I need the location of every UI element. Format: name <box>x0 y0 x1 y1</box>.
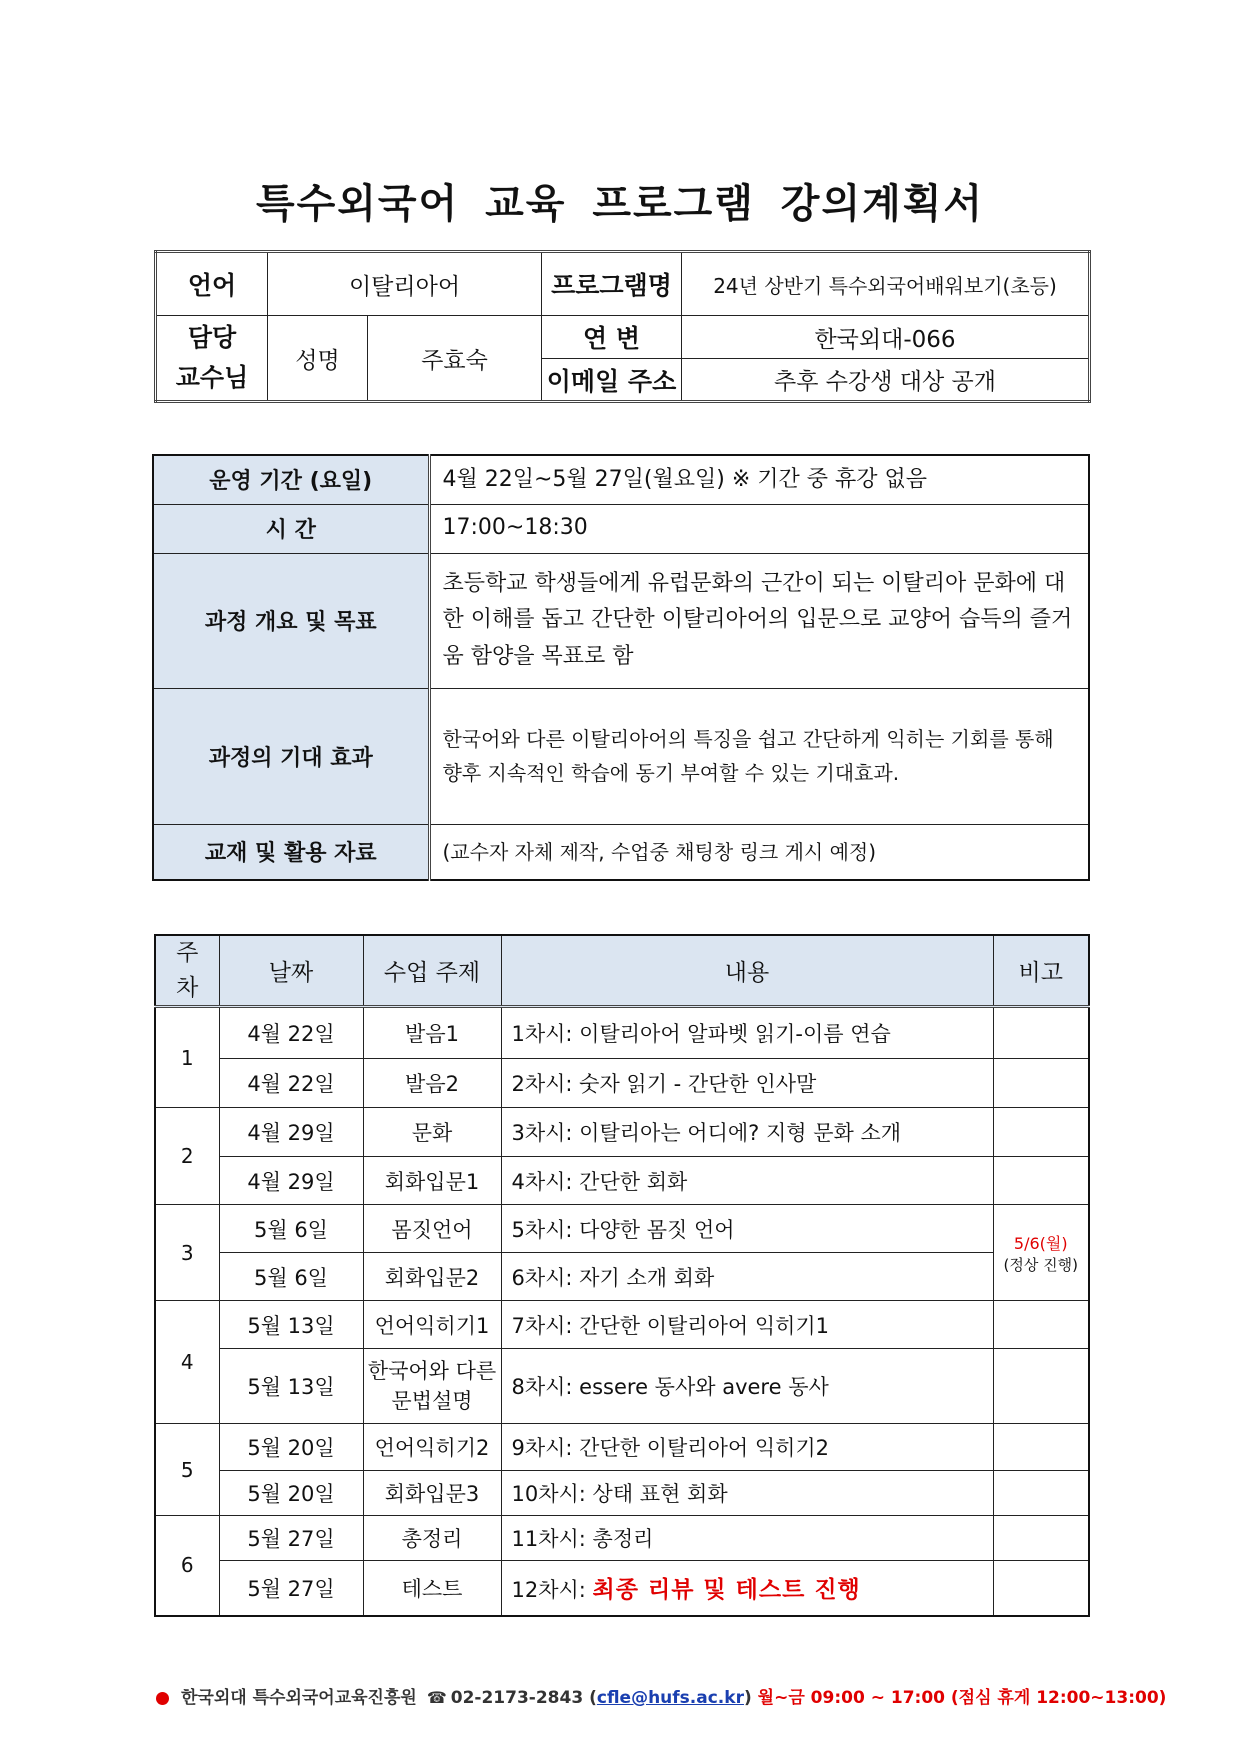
row-date: 5월 20일 <box>219 1471 363 1516</box>
footer: 한국외대 특수외국어교육진흥원 ☎ 02-2173-2843 (cfle@hufs.ac.kr) 월~금 09:00 ~ 17:00 (점심 휴게 12:00~13:00) <box>156 1683 1240 1708</box>
goal-label: 과정 개요 및 목표 <box>153 553 429 688</box>
row-content-emphasis: 최종 리뷰 및 테스트 진행 <box>592 1577 861 1604</box>
row-topic: 몸짓언어 <box>363 1205 501 1253</box>
table-row <box>155 1205 1089 1253</box>
row-note <box>993 1007 1089 1059</box>
language-value: 이탈리아어 <box>268 252 542 316</box>
row-topic: 테스트 <box>363 1561 501 1616</box>
week-number: 5 <box>155 1424 219 1516</box>
footer-org: 한국외대 특수외국어교육진흥원 <box>181 1688 417 1708</box>
row-content-prefix: 12차시: <box>511 1578 593 1603</box>
row-note <box>993 1349 1089 1424</box>
row-date: 5월 13일 <box>219 1301 363 1349</box>
week-number: 3 <box>155 1205 219 1301</box>
bullet-icon <box>156 1692 169 1705</box>
row-date: 4월 22일 <box>219 1059 363 1108</box>
table-row <box>155 1059 1089 1108</box>
row-note <box>993 1301 1089 1349</box>
row-note-holiday <box>993 1205 1089 1301</box>
program-label: 프로그램명 <box>542 252 682 316</box>
serial-label: 연 변 <box>542 316 682 359</box>
header-week-line1: 주 <box>176 940 199 966</box>
header-date: 날짜 <box>219 935 363 1007</box>
footer-email-link[interactable]: cfle@hufs.ac.kr <box>596 1688 744 1708</box>
note-status: (정상 진행) <box>1003 1255 1078 1274</box>
row-date: 4월 22일 <box>219 1007 363 1059</box>
row-topic: 발음2 <box>363 1059 501 1108</box>
row-note <box>993 1157 1089 1205</box>
goal-value: 초등학교 학생들에게 유럽문화의 근간이 되는 이탈리아 문화에 대한 이해를 돕고 간단한 이탈리아어의 입문으로 교양어 습득의 즐거움 함양을 목표로 함 <box>429 553 1089 688</box>
time-label: 시 간 <box>153 504 429 553</box>
schedule-table <box>154 934 1090 1617</box>
header-week-line2: 차 <box>176 974 199 1001</box>
row-content: 4차시: 간단한 회화 <box>501 1157 993 1205</box>
time-value: 17:00~18:30 <box>429 504 1089 553</box>
row-date: 4월 29일 <box>219 1157 363 1205</box>
row-content: 2차시: 숫자 읽기 - 간단한 인사말 <box>501 1059 993 1108</box>
row-content: 7차시: 간단한 이탈리아어 익히기1 <box>501 1301 993 1349</box>
info-table <box>154 250 1091 403</box>
row-topic: 회화입문1 <box>363 1157 501 1205</box>
row-note <box>993 1561 1089 1616</box>
instructor-label-line1: 담당 <box>187 323 237 352</box>
row-topic <box>363 1349 501 1424</box>
email-value: 추후 수강생 대상 공개 <box>682 359 1090 402</box>
row-content: 8차시: essere 동사와 avere 동사 <box>501 1349 993 1424</box>
effect-value: 한국어와 다른 이탈리아어의 특징을 쉽고 간단하게 익히는 기회를 통해 향후 지속적인 학습에 동기 부여할 수 있는 기대효과. <box>429 688 1089 824</box>
table-row <box>155 1424 1089 1471</box>
page-title: 특수외국어 교육 프로그램 강의계획서 <box>255 181 985 227</box>
row-date: 5월 6일 <box>219 1205 363 1253</box>
table-row <box>155 1007 1089 1059</box>
row-topic: 언어익히기2 <box>363 1424 501 1471</box>
row-date: 5월 13일 <box>219 1349 363 1424</box>
row-topic: 언어익히기1 <box>363 1301 501 1349</box>
serial-value: 한국외대-066 <box>682 316 1090 359</box>
table-row <box>155 1471 1089 1516</box>
row-topic-line2: 문법설명 <box>391 1389 473 1413</box>
header-note: 비고 <box>993 935 1089 1007</box>
row-topic: 총정리 <box>363 1516 501 1561</box>
overview-table <box>152 454 1090 881</box>
row-topic: 문화 <box>363 1108 501 1157</box>
table-row <box>155 1157 1089 1205</box>
note-date: 5/6(월) <box>1013 1233 1068 1253</box>
email-label: 이메일 주소 <box>542 359 682 402</box>
period-value: 4월 22일~5월 27일(월요일) ※ 기간 중 휴강 없음 <box>429 455 1089 504</box>
language-label: 언어 <box>156 252 268 316</box>
row-topic: 발음1 <box>363 1007 501 1059</box>
period-label: 운영 기간 (요일) <box>153 455 429 504</box>
table-row <box>155 1349 1089 1424</box>
row-date: 5월 27일 <box>219 1516 363 1561</box>
header-topic: 수업 주제 <box>363 935 501 1007</box>
row-content: 10차시: 상태 표현 회화 <box>501 1471 993 1516</box>
row-note <box>993 1516 1089 1561</box>
row-content: 6차시: 자기 소개 회화 <box>501 1253 993 1301</box>
row-content: 9차시: 간단한 이탈리아어 익히기2 <box>501 1424 993 1471</box>
row-note <box>993 1471 1089 1516</box>
row-content <box>501 1561 993 1616</box>
instructor-label <box>156 316 268 402</box>
name-value: 주효숙 <box>368 316 542 402</box>
name-label: 성명 <box>268 316 368 402</box>
material-value: (교수자 자체 제작, 수업중 채팅창 링크 게시 예정) <box>429 824 1089 880</box>
table-row <box>155 1253 1089 1301</box>
row-date: 5월 20일 <box>219 1424 363 1471</box>
row-topic-line1: 한국어와 다른 <box>367 1358 497 1383</box>
row-topic: 회화입문3 <box>363 1471 501 1516</box>
table-row <box>155 1108 1089 1157</box>
week-number: 1 <box>155 1007 219 1108</box>
row-note <box>993 1059 1089 1108</box>
table-row <box>155 1561 1089 1616</box>
phone-icon: ☎ <box>426 1688 447 1707</box>
header-week <box>155 935 219 1007</box>
footer-hours: 월~금 09:00 ~ 17:00 (점심 휴게 12:00~13:00) <box>757 1688 1167 1708</box>
table-row <box>155 1301 1089 1349</box>
week-number: 2 <box>155 1108 219 1205</box>
table-row <box>155 1516 1089 1561</box>
row-date: 5월 27일 <box>219 1561 363 1616</box>
row-date: 5월 6일 <box>219 1253 363 1301</box>
row-content: 11차시: 총정리 <box>501 1516 993 1561</box>
instructor-label-line2: 교수님 <box>175 363 249 392</box>
row-content: 3차시: 이탈리아는 어디에? 지형 문화 소개 <box>501 1108 993 1157</box>
row-note <box>993 1424 1089 1471</box>
program-value: 24년 상반기 특수외국어배워보기(초등) <box>682 252 1090 316</box>
footer-phone: 02-2173-2843 <box>450 1688 584 1708</box>
row-note <box>993 1108 1089 1157</box>
material-label: 교재 및 활용 자료 <box>153 824 429 880</box>
header-content: 내용 <box>501 935 993 1007</box>
row-date: 4월 29일 <box>219 1108 363 1157</box>
effect-label: 과정의 기대 효과 <box>153 688 429 824</box>
row-content: 1차시: 이탈리아어 알파벳 읽기-이름 연습 <box>501 1007 993 1059</box>
week-number: 6 <box>155 1516 219 1616</box>
row-content: 5차시: 다양한 몸짓 언어 <box>501 1205 993 1253</box>
week-number: 4 <box>155 1301 219 1424</box>
row-topic: 회화입문2 <box>363 1253 501 1301</box>
